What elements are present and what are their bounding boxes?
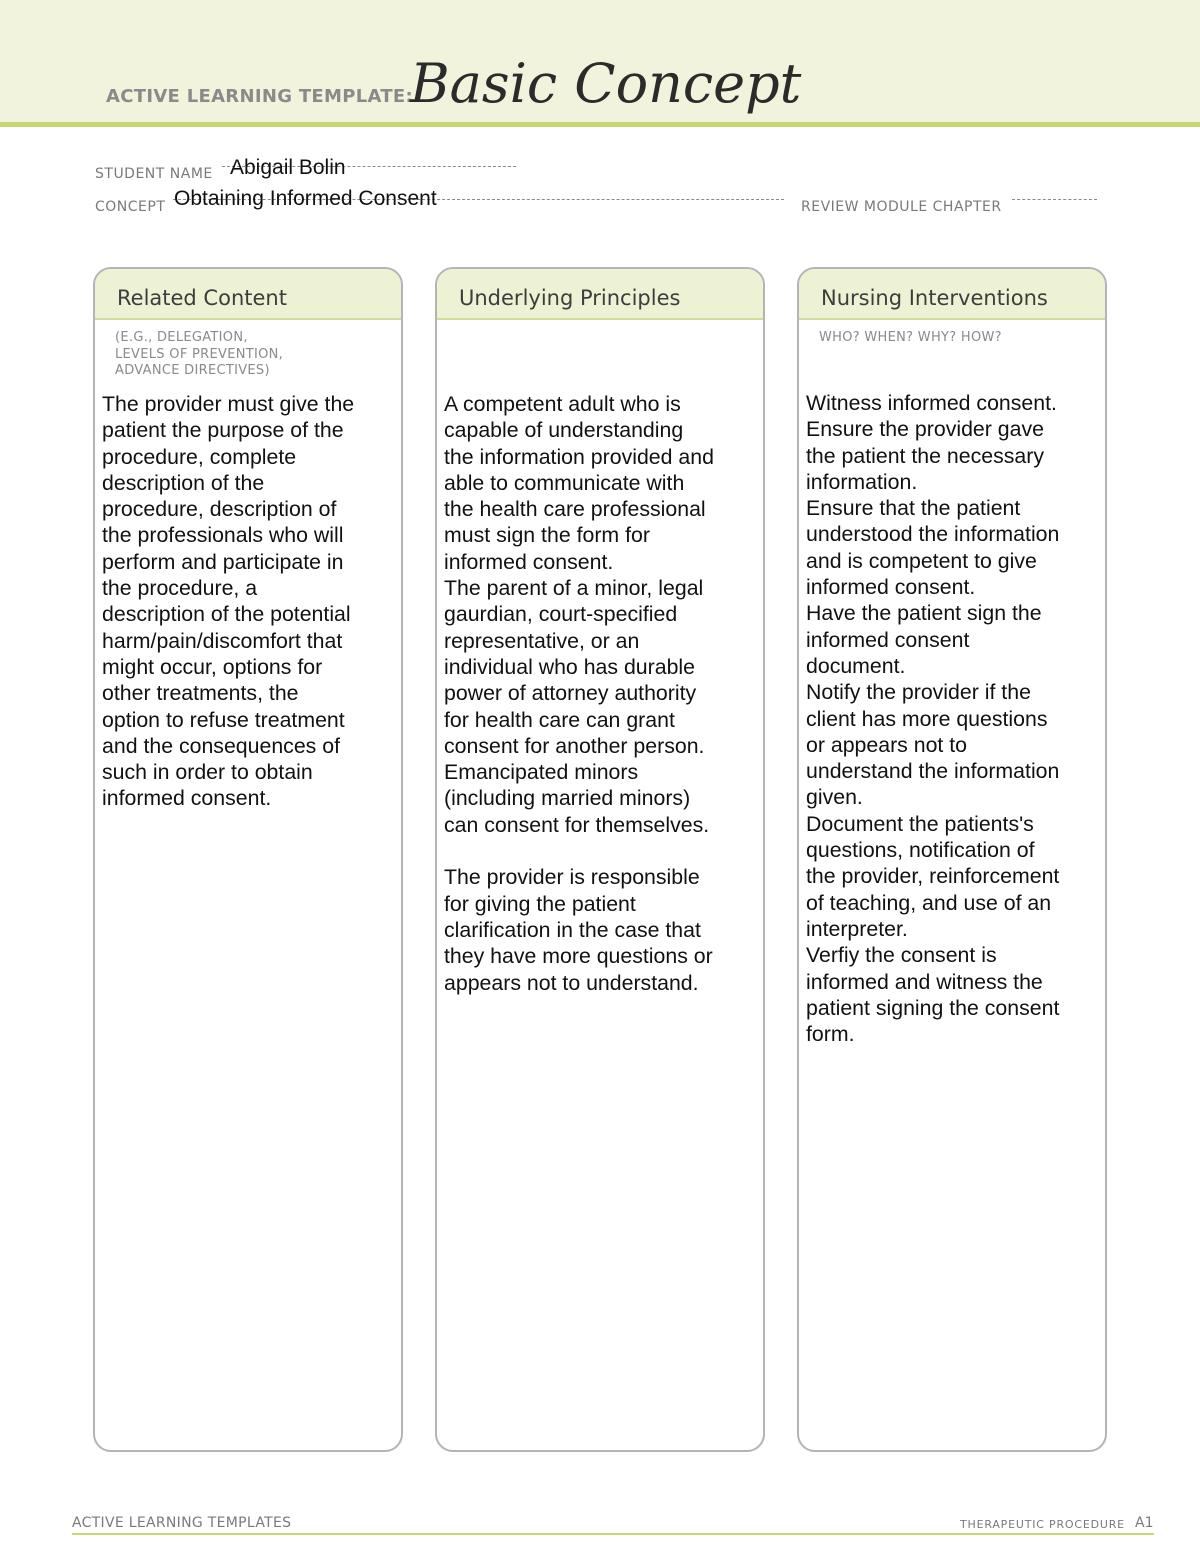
student-name-value[interactable]: Abigail Bolin [230, 156, 346, 179]
header-rule [0, 122, 1200, 127]
panel-subheading: WHO? WHEN? WHY? HOW? [819, 330, 1002, 345]
template-label: ACTIVE LEARNING TEMPLATE: [106, 86, 413, 107]
panel-nursing-interventions [797, 267, 1107, 1452]
panel-heading: Underlying Principles [437, 269, 763, 320]
panel-underlying-principles [435, 267, 765, 1452]
underlying-principles-text[interactable]: A competent adult who is capable of understanding the information provided and able to communicate with the health care professional must sign the form for informed consent. The parent of a minor, legal gaurdian, court-specified representative, or an individual who has durable power of attorney authority for health care can grant consent for another person. Emancipated minors (including married minors) can consent for themselves. The provider is responsible for giving the patient clarification in the case that they have more questions or appears not to understand. [444, 392, 714, 995]
panel-related-content [93, 267, 403, 1452]
panel-heading: Related Content [95, 269, 401, 320]
page-title: Basic Concept [410, 52, 802, 115]
nursing-interventions-text[interactable]: Witness informed consent. Ensure the provider gave the patient the necessary information. Ensure that the patient understood the information and is competent to give informed consent. Have the patient sign the informed consent document. Notify the provider if the client has more questions or appears not to understand the information given. Document the patients's questions, notification of the provider, reinforcement of teaching, and use of an interpreter. Verfiy the consent is informed and witness the patient signing the consent form. [806, 391, 1060, 1047]
panel-subheading [437, 320, 763, 330]
footer-code: A1 [1135, 1515, 1154, 1531]
concept-value[interactable]: Obtaining Informed Consent [174, 187, 437, 210]
panel-heading: Nursing Interventions [799, 269, 1105, 320]
review-module-line [1012, 199, 1097, 200]
footer-right: THERAPEUTIC PROCEDURE [960, 1518, 1125, 1531]
footer-rule [72, 1533, 1154, 1535]
related-content-text[interactable]: The provider must give the patient the purpose of the procedure, complete description of the procedure, description of the professionals who will perform and participate in the procedure, a description of the potential harm/pain/discomfort that might occur, options for other treatments, the option to refuse treatment and the consequences of such in order to obtain informed consent. [102, 392, 355, 811]
review-module-label: REVIEW MODULE CHAPTER [801, 199, 1002, 215]
concept-label: CONCEPT [95, 199, 166, 215]
footer-left: ACTIVE LEARNING TEMPLATES [72, 1515, 292, 1531]
panel-subheading: (E.G., DELEGATION, LEVELS OF PREVENTION, ADVANCE DIRECTIVES) [115, 330, 284, 378]
student-name-label: STUDENT NAME [95, 166, 213, 182]
